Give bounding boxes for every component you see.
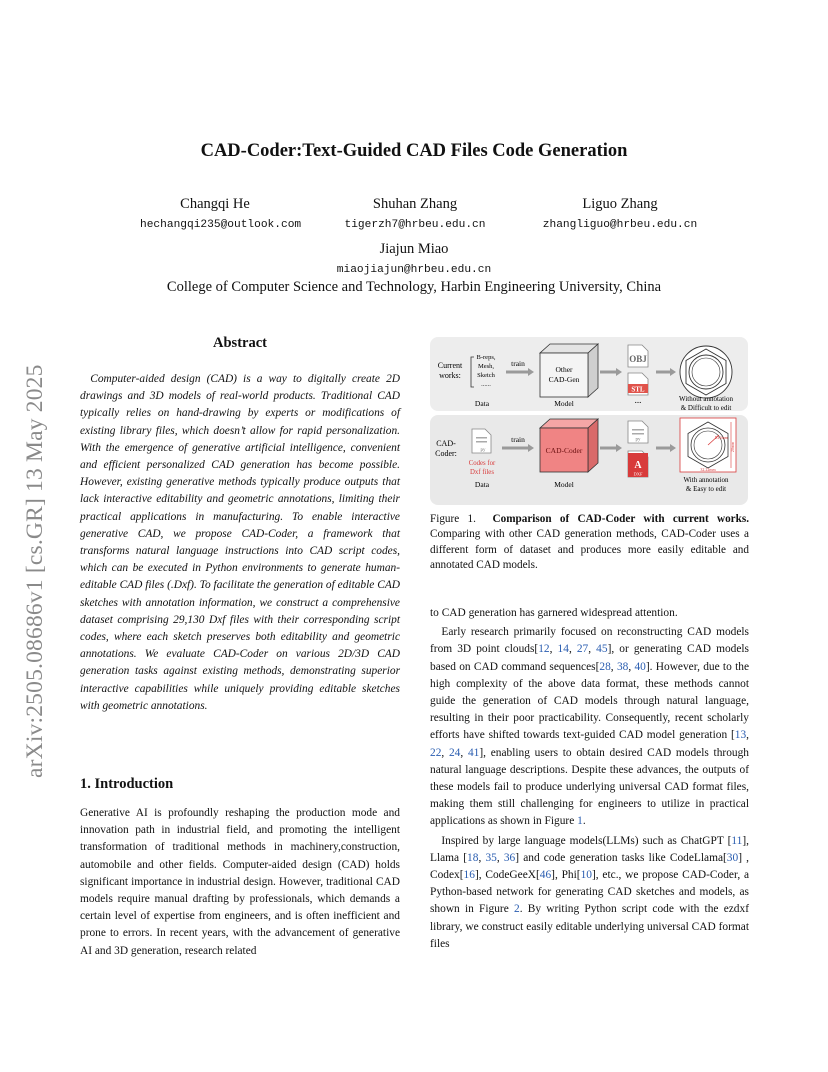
citation-link[interactable]: 14 [557,643,569,656]
intro-paragraph-3 [430,833,749,953]
abstract-heading: Abstract [213,335,267,351]
paragraph-text: , [441,746,449,759]
arxiv-stamp: arXiv:2505.08686v1 [cs.GR] 13 May 2025 [22,364,48,778]
fig-train-label: train [511,435,525,444]
fig-dim-label: 32.22mm [700,467,716,472]
author-name: Liguo Zhang [582,196,658,212]
citation-link[interactable]: 41 [467,746,480,759]
paragraph-text: , [610,660,617,673]
fig-model-label: Model [554,399,574,408]
fig-result-text: & Easy to edit [685,485,727,493]
fig-coder-label: Coder: [435,449,457,458]
author-2 [330,196,500,231]
paragraph-text: ], Phi[ [551,869,581,882]
fig-dim-label: 20mm [730,441,735,453]
paragraph-text: ] , Codex[ [430,851,749,882]
fig-model-name: CAD-Coder [545,446,583,455]
introduction-right-column [430,605,749,953]
paragraph-text: , [496,851,504,864]
paragraph-text: , [568,643,577,656]
fig-model-name: CAD-Gen [548,375,580,384]
python-output-icon [628,421,648,443]
paragraph-text: . [582,815,586,828]
svg-text:DXF: DXF [633,471,643,477]
figure-1-caption [430,512,749,574]
paragraph-text: ], Llama [ [430,834,749,864]
citation-link[interactable]: 45 [596,643,608,656]
intro-paragraph-2 [430,624,749,830]
fig-code-label: Dxf files [470,469,494,476]
fig-cad-label: CAD- [436,439,456,448]
author-name: Shuhan Zhang [372,196,458,212]
author-email[interactable]: miaojiajun@hrbeu.edu.cn [336,264,492,276]
fig-code-label: Codes for [468,460,496,467]
intro-continuation: to CAD generation has garnered widespread attention. [430,607,678,619]
author-1 [140,196,302,231]
intro-paragraph-1: Generative AI is profoundly reshaping the production mode and innovation path in industrial field, and promoting the intelligent transformation of traditional methods in machinery,construction, automobile and other fields. Computer-aided design (CAD) holds significant importance in industrial design. However, traditional CAD models require manual drafting by professionals, which demands a certain level of expertise from engineers, and is often inefficient and prone to errors. In recent years, with the advancement of generative AI and 3D generation, research related [80,807,400,957]
paragraph-text: . By writing Python script code with the ezdxf library, we construct easily editable underlying universal CAD format files [430,903,749,950]
author-3 [530,196,710,231]
fig-model-name: Other [555,365,573,374]
fig-data-item: ...... [481,381,491,388]
paragraph-text: ]. However, due to the high complexity of the above data format, these methods cannot guide the generation of CAD models through natural language, resulting in their poor practicability. Consequently, recent scholarly efforts have shifted towards text-guided CAD model generation [ [430,660,749,742]
paragraph-text: , [460,746,468,759]
paragraph-text: ], CodeGeeX[ [474,869,540,882]
paper-title: CAD-Coder:Text-Guided CAD Files Code Generation [200,141,628,161]
citation-link[interactable]: 38 [616,660,629,673]
fig-model-label: Model [554,480,574,489]
citation-link[interactable]: 2 [513,903,520,916]
citation-link[interactable]: 18 [467,851,479,864]
python-file-icon [472,429,491,453]
obj-file-icon [628,345,648,367]
hex-nut-drawing [680,346,732,398]
citation-link[interactable]: 16 [463,869,475,882]
paragraph-text: , [628,660,635,673]
citation-link[interactable]: 10 [580,869,592,882]
paragraph-text: , [746,729,749,742]
citation-link[interactable]: 30 [726,851,739,864]
author-4 [324,241,504,276]
citation-link[interactable]: 27 [576,643,589,656]
citation-link[interactable]: 46 [539,869,552,882]
paragraph-text: , [549,643,558,656]
citation-link[interactable]: 22 [430,746,442,759]
dxf-file-icon [628,451,648,477]
svg-text:STL: STL [631,385,645,394]
abstract-body [80,371,400,715]
fig-dim-label: R12mm [715,435,728,440]
paragraph-text: Inspired by large language models(LLMs) such as ChatGPT [ [441,834,732,847]
citation-link[interactable]: 13 [734,729,747,742]
author-email[interactable]: hechangqi235@outlook.com [140,219,302,231]
citation-link[interactable]: 1 [577,815,583,828]
paragraph-text: ], etc., we propose CAD-Coder, a Python-based network for generating CAD sketches and models, as shown in Figure [430,869,750,916]
svg-text:py: py [480,448,486,453]
citation-link[interactable]: 12 [538,643,550,656]
citation-link[interactable]: 36 [503,851,516,864]
citation-link[interactable]: 24 [448,746,461,759]
fig-train-label: train [511,359,525,368]
paragraph-text: Early research primarily focused on reconstructing CAD models from 3D point clouds[ [430,626,749,656]
affiliation: College of Computer Science and Technology, Harbin Engineering University, China [166,279,662,295]
fig-current-label: Current [437,361,463,370]
annotated-cad-drawing [680,418,736,472]
author-email[interactable]: tigerzh7@hrbeu.edu.cn [344,219,486,231]
fig-result-text: Without annotation [679,395,733,403]
svg-text:OBJ: OBJ [629,354,647,364]
figure-1 [430,335,748,507]
citation-link[interactable]: 35 [485,851,497,864]
fig-ellipsis: ... [634,395,642,405]
citation-link[interactable]: 28 [599,660,611,673]
fig-data-label: Data [474,399,490,408]
fig-works-label: works: [439,371,461,380]
author-name: Jiajun Miao [379,241,449,257]
paragraph-text: , [588,643,597,656]
fig-data-item: Mesh, [477,363,495,370]
paragraph-text: ] and code generation tasks like CodeLlama[ [515,851,727,864]
fig-data-item: Sketch [477,372,495,379]
author-name: Changqi He [180,196,250,212]
paragraph-text: ], or generating CAD models based on CAD command sequences[ [430,643,749,673]
caption-rest: Comparing with other CAD generation methods, CAD-Coder uses a different form of dataset and produces more easily editable and annotated CAD models. [430,528,749,572]
svg-text:A: A [634,460,642,471]
fig-result-text: & Difficult to edit [680,404,732,412]
introduction-left-column [80,805,400,960]
section-heading-introduction: 1. Introduction [80,776,174,792]
citation-link[interactable]: 40 [634,660,646,673]
stl-file-icon [628,373,648,395]
fig-data-label: Data [474,480,490,489]
fig-data-item: B-reps, [476,354,496,361]
fig-result-text: With annotation [683,476,729,484]
caption-label: Figure 1. [430,513,476,525]
paragraph-text: ], enabling users to obtain desired CAD models through natural language descriptions. Despite these advances, the outputs of these models fail to produce underlying universal CAD format files, making them still challenging for engineers to utilize in practical applications as shown in Figure [430,746,749,828]
paragraph-text: , [478,851,486,864]
author-email[interactable]: zhangliguo@hrbeu.edu.cn [542,219,698,231]
abstract-text: Computer-aided design (CAD) is a way to digitally create 2D drawings and 3D models of real-world products. Traditional CAD typically relies on hand-drawing by experts or modifications of existing library files, which doesn’t allow for rapid personalization. With the emergence of generative artificial intelligence, convenient and efficient personalized CAD generation has become possible. However, existing generative methods typically produce outputs that lack interactive editability and geometric annotations, limiting their practical applications in manufacturing. To enable interactive generative CAD, we propose CAD-Coder, a framework that transforms natural language instructions into CAD script codes, which can be executed in Python environments to generate human-editable CAD files (.Dxf). To facilitate the generation of editable CAD sketches with annotation information, we construct a comprehensive dataset comprising 29,130 Dxf files with their corresponding script codes, where each sketch preserves both editability and geometric annotations. We evaluate CAD-Coder on various 2D/3D CAD generation tasks against existing methods, demonstrating superior interactive capabilities while uniquely providing editable sketches with geometric annotations. [80,373,400,712]
caption-bold: Comparison of CAD-Coder with current works. [492,513,749,525]
svg-text:py: py [635,437,641,443]
citation-link[interactable]: 11 [731,834,743,847]
